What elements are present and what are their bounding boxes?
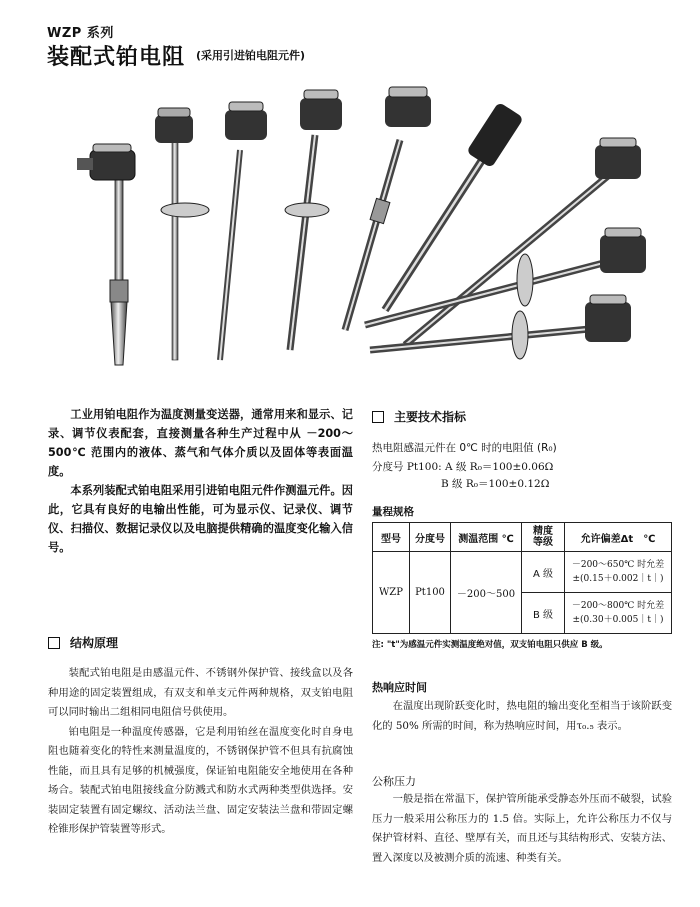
table-header: 分度号 <box>410 523 451 552</box>
grade-cell: B 级 <box>522 593 565 634</box>
specs-heading <box>372 408 466 425</box>
probe-3-icon <box>220 102 267 360</box>
probe-5-icon <box>345 87 431 330</box>
index-cell: Pt100 <box>410 552 451 634</box>
probe-2-icon <box>155 108 209 360</box>
deviation-cell <box>565 593 672 634</box>
table-header: 精度 等级 <box>522 523 565 552</box>
series-label: WZP 系列 <box>47 26 114 41</box>
deviation-line-2: ±(0.30＋0.005｜t｜) <box>572 615 664 625</box>
thermometer-probes-photo <box>55 80 665 380</box>
page-title: 装配式铂电阻 <box>47 45 186 70</box>
specs-heading-label: 主要技术指标 <box>394 410 467 424</box>
intro-text <box>48 405 353 557</box>
probe-1-icon <box>77 144 135 365</box>
checkbox-square-icon <box>372 411 384 423</box>
structure-paragraph-2: 铂电阻是一种温度传感器，它是利用铂丝在温度变化时自身电阻也随着变化的特性来测量温度的，不锈钢保护管不但具有抗腐蚀性能，而且具有足够的机械强度，保证铂电阻能安全地使用在各种场合。装配式铂电阻接线盒分防溅式和防水式两种类型供选择。安装固定装置有固定螺纹、活动法兰盘、固定安装法兰盘和带固定螺栓锥形保护管装置等形式。 <box>48 725 353 835</box>
structure-text <box>48 664 353 840</box>
response-text <box>372 697 672 736</box>
grade-cell: A 级 <box>522 552 565 593</box>
response-paragraph: 在温度出现阶跃变化时，热电阻的输出变化至相当于该阶跃变化的 50% 所需的时间，称为热响应时间，用τ₀.₅ 表示。 <box>372 700 672 732</box>
probe-6-icon <box>385 102 524 310</box>
table-note: 注: "t"为感温元件实测温度绝对值，双支铂电阻只供应 B 级。 <box>372 640 608 650</box>
response-heading: 热响应时间 <box>372 681 427 694</box>
pressure-heading: 公称压力 <box>372 775 416 788</box>
pressure-text <box>372 790 672 868</box>
structure-heading <box>48 634 118 651</box>
range-title: 量程规格 <box>372 506 414 518</box>
resistance-title: 热电阻感温元件在 0℃ 时的电阻值 (R₀) <box>372 442 557 454</box>
page-subtitle: (采用引进铂电阻元件) <box>196 49 306 62</box>
probe-9-icon <box>370 295 631 359</box>
table-row <box>373 552 672 593</box>
deviation-cell <box>565 552 672 593</box>
structure-heading-label: 结构原理 <box>70 636 119 650</box>
grade-b-spec: B 级 R₀＝100±0.12Ω <box>441 478 550 490</box>
table-header: 测温范围 ℃ <box>451 523 522 552</box>
intro-paragraph-2: 本系列装配式铂电阻采用引进铂电阻元件作测温元件。因此，它具有良好的电输出性能，可为显示仪、记录仪、调节仪、扫描仪、数据记录仪以及电脑提供精确的温度变化输入信号。 <box>48 484 353 554</box>
range-cell: －200～500 <box>451 552 522 634</box>
pressure-paragraph: 一般是指在常温下，保护管所能承受静态外压而不破裂，试验压力一般采用公称压力的 1.5 倍。实际上，允许公称压力不仅与保护管材料、直径、壁厚有关，而且还与其结构形式、安装方法、置入深度以及被测介质的流速、种类有关。 <box>372 793 672 864</box>
structure-paragraph-1: 装配式铂电阻是由感温元件、不锈钢外保护管、接线盒以及各种用途的固定装置组成，有双支和单支元件两种规格，双支铂电阻可以同时输出二组相同电阻信号供使用。 <box>48 667 353 718</box>
checkbox-square-icon <box>48 637 60 649</box>
table-header: 型号 <box>373 523 410 552</box>
model-cell: WZP <box>373 552 410 634</box>
deviation-line-2: ±(0.15＋0.002｜t｜) <box>572 574 664 584</box>
deviation-line-1: －200～650℃ 时允差 <box>571 560 665 570</box>
intro-paragraph-1: 工业用铂电阻作为温度测量变送器，通常用来和显示、记录、调节仪表配套，直接测量各种生产过程中从 －200～500℃ 范围内的液体、蒸气和气体介质以及固体等表面温度。 <box>48 408 353 478</box>
table-header: 允许偏差Δt ℃ <box>565 523 672 552</box>
probe-4-icon <box>285 90 342 350</box>
spec-table <box>372 522 672 634</box>
grade-a-spec: 分度号 Pt100: A 级 R₀＝100±0.06Ω <box>372 461 554 473</box>
deviation-line-1: －200～800℃ 时允差 <box>571 601 665 611</box>
table-header-row <box>373 523 672 552</box>
